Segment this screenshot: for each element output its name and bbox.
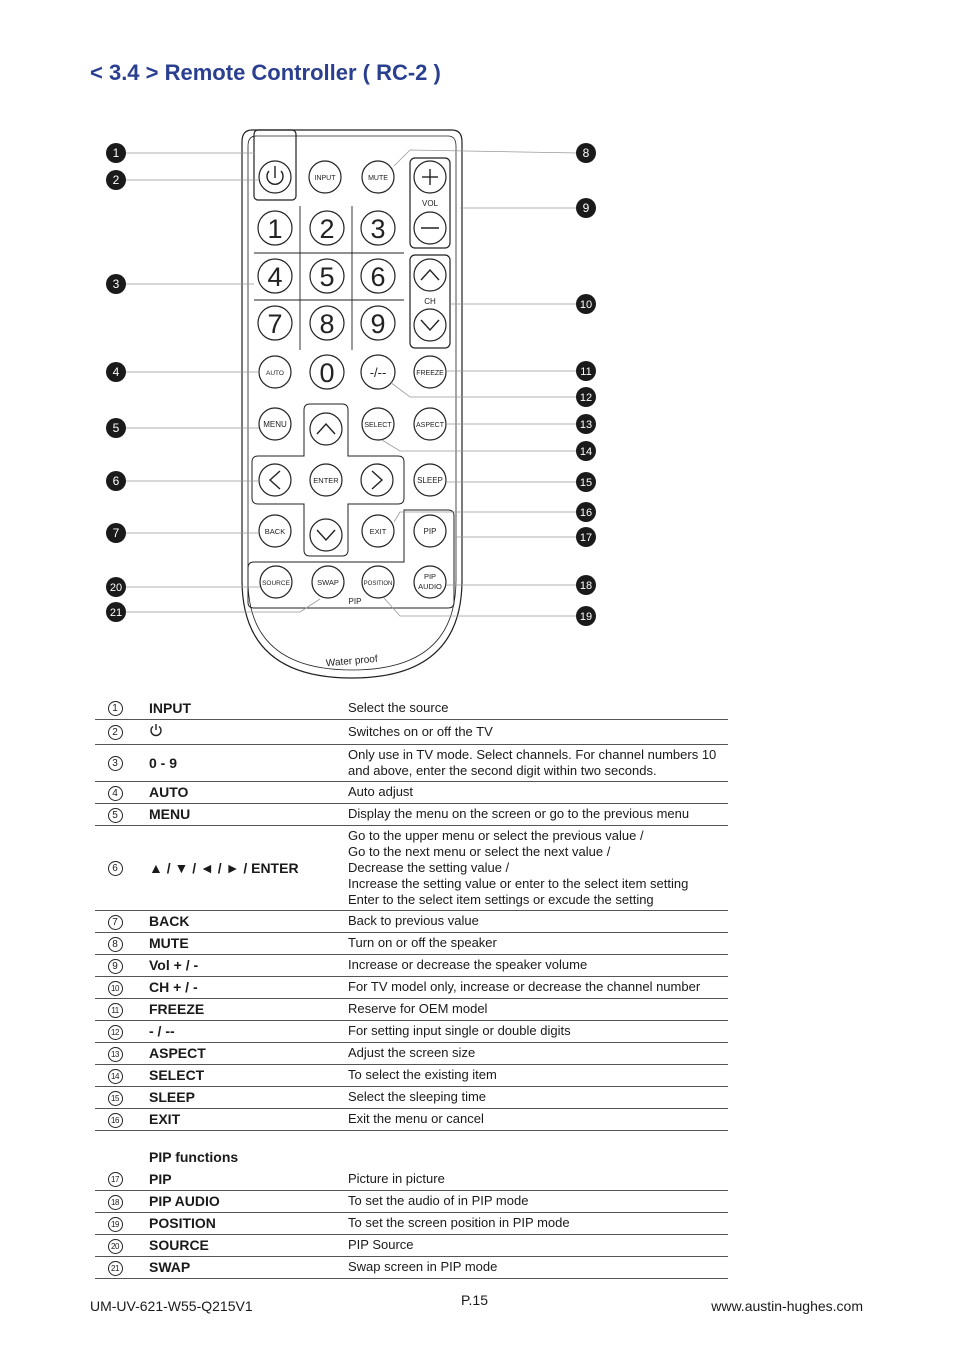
row-key: POSITION [149, 1215, 216, 1231]
up-button [310, 413, 342, 445]
row-description: Select the sleeping time [348, 1089, 487, 1104]
row-key: SOURCE [149, 1237, 209, 1253]
pip-functions-table [95, 1168, 728, 1279]
water-proof-label: Water proof [325, 653, 379, 670]
table-row [95, 1168, 728, 1190]
row-number: 5 [108, 808, 123, 823]
row-description: For TV model only, increase or decrease the channel number [348, 979, 701, 994]
row-description: To set the screen position in PIP mode [348, 1215, 570, 1230]
select-label: SELECT [364, 422, 392, 429]
row-description: Go to the next menu or select the next value / [348, 843, 611, 859]
callout-2: 2 [112, 173, 120, 187]
callout-12: 12 [579, 392, 593, 404]
table-row [95, 744, 728, 781]
row-description: For setting input single or double digits [348, 1023, 571, 1038]
row-key: AUTO [149, 784, 189, 800]
vol-label: VOL [421, 199, 439, 208]
footer-page-number: P.15 [461, 1292, 488, 1308]
row-description: Reserve for OEM model [348, 1001, 488, 1016]
row-number: 12 [108, 1025, 123, 1040]
row-key: Vol + / - [149, 957, 199, 973]
row-description: Select the source [348, 699, 449, 715]
row-key: CH + / - [149, 979, 198, 995]
digit-2-label: 2 [319, 214, 335, 244]
row-key: EXIT [149, 1111, 181, 1127]
digit-0-label: 0 [319, 358, 335, 388]
row-number: 13 [108, 1047, 123, 1062]
callout-1: 1 [112, 146, 120, 160]
ch-down-button [414, 309, 446, 341]
callout-10: 10 [579, 299, 593, 311]
row-number: 10 [108, 981, 123, 996]
digit-7-label: 7 [267, 309, 283, 339]
footer-document-code: UM-UV-621-W55-Q215V1 [90, 1298, 253, 1314]
digit-9-label: 9 [370, 309, 386, 339]
callout-6: 6 [112, 474, 120, 488]
callout-20: 20 [109, 582, 123, 594]
table-row [95, 1256, 728, 1278]
table-row [95, 1108, 728, 1130]
digit-1-label: 1 [267, 214, 283, 244]
table-row [95, 1190, 728, 1212]
callout-15: 15 [579, 477, 593, 489]
callout-11: 11 [580, 366, 592, 378]
row-number: 6 [108, 861, 123, 876]
row-description: PIP Source [348, 1237, 414, 1252]
callout-5: 5 [112, 421, 120, 435]
callout-14: 14 [579, 446, 593, 458]
row-description: Adjust the screen size [348, 1045, 476, 1060]
position-label: POSITION [363, 581, 393, 587]
row-description: Swap screen in PIP mode [348, 1259, 498, 1274]
row-description: Turn on or off the speaker [348, 935, 497, 950]
row-number: 21 [108, 1261, 123, 1276]
row-key: INPUT [149, 699, 191, 716]
mute-label: MUTE [368, 175, 388, 182]
left-button [259, 464, 291, 496]
callout-19: 19 [579, 611, 593, 623]
table-row [95, 998, 728, 1020]
pip-label: PIP [423, 527, 437, 536]
table-row [95, 1086, 728, 1108]
freeze-label: FREEZE [416, 370, 444, 377]
row-number: 18 [108, 1195, 123, 1210]
row-number: 16 [108, 1113, 123, 1128]
exit-label: EXIT [369, 527, 387, 536]
callout-17: 17 [579, 532, 593, 544]
row-description: Auto adjust [348, 784, 414, 799]
row-description: Enter to the select item settings or excude the setting [348, 891, 654, 907]
aspect-label: ASPECT [415, 422, 445, 429]
row-key: ▲ / ▼ / ◄ / ► / ENTER [149, 859, 299, 876]
row-description: Exit the menu or cancel [348, 1111, 484, 1126]
ch-up-button [414, 259, 446, 291]
row-number: 2 [108, 725, 123, 740]
row-number: 19 [108, 1217, 123, 1232]
row-key: ASPECT [149, 1045, 206, 1061]
power-icon [149, 723, 163, 737]
row-number: 1 [108, 701, 123, 716]
row-description: Switches on or off the TV [348, 723, 493, 739]
dash-label: -/-- [369, 365, 387, 380]
row-key: PIP AUDIO [149, 1193, 220, 1209]
table-row [95, 697, 728, 719]
page-title: < 3.4 > Remote Controller ( RC-2 ) [90, 60, 441, 85]
callout-18: 18 [579, 580, 593, 592]
row-description: Back to previous value [348, 913, 479, 928]
right-button [361, 464, 393, 496]
row-number: 11 [108, 1003, 123, 1018]
table-row [95, 825, 728, 910]
pip-functions-heading: PIP functions [149, 1149, 239, 1165]
row-key: SWAP [149, 1259, 191, 1275]
footer-website: www.austin-hughes.com [711, 1298, 863, 1314]
row-key: - / -- [149, 1023, 175, 1039]
pip-group-label: PIP [348, 597, 362, 606]
source-label: SOURCE [262, 580, 290, 587]
callout-8: 8 [582, 146, 590, 160]
row-description: Decrease the setting value / [348, 859, 510, 875]
row-key: SELECT [149, 1067, 205, 1083]
enter-label: ENTER [313, 476, 339, 485]
row-number: 17 [108, 1172, 123, 1187]
table-row [95, 1042, 728, 1064]
callout-4: 4 [112, 365, 120, 379]
row-description: To set the audio of in PIP mode [348, 1193, 529, 1208]
table-row [95, 1212, 728, 1234]
menu-label: MENU [263, 420, 287, 429]
digit-5-label: 5 [319, 262, 335, 292]
row-key: MUTE [149, 935, 189, 951]
row-number: 7 [108, 915, 123, 930]
row-number: 4 [108, 786, 123, 801]
row-description: Picture in picture [348, 1170, 445, 1186]
row-key [135, 719, 348, 744]
table-row [95, 910, 728, 932]
row-description: and above, enter the second digit within two seconds. [348, 762, 657, 778]
sleep-label: SLEEP [417, 476, 443, 485]
digit-8-label: 8 [319, 309, 335, 339]
row-number: 9 [108, 959, 123, 974]
digit-4-label: 4 [267, 262, 283, 292]
callout-3: 3 [112, 277, 120, 291]
row-number: 8 [108, 937, 123, 952]
row-key: 0 - 9 [149, 754, 178, 771]
input-label: INPUT [314, 175, 336, 182]
row-key: MENU [149, 806, 191, 822]
row-description: Display the menu on the screen or go to the previous menu [348, 806, 690, 821]
pip-audio-label-1: PIP [423, 572, 437, 581]
row-key: FREEZE [149, 1001, 205, 1017]
row-description: Increase or decrease the speaker volume [348, 957, 588, 972]
callout-13: 13 [579, 419, 593, 431]
table-row [95, 1234, 728, 1256]
callout-9: 9 [582, 201, 590, 215]
table-row [95, 803, 728, 825]
callouts [106, 143, 596, 626]
row-number: 3 [108, 756, 123, 771]
callout-16: 16 [579, 507, 593, 519]
digit-3-label: 3 [370, 214, 386, 244]
row-number: 20 [108, 1239, 123, 1254]
remote-controller-diagram [0, 110, 954, 685]
table-row [95, 1020, 728, 1042]
ch-label: CH [424, 297, 436, 306]
row-description: Only use in TV mode. Select channels. For channel numbers 10 [348, 746, 717, 762]
row-description: To select the existing item [348, 1067, 497, 1082]
auto-label: AUTO [266, 370, 284, 377]
table-row [95, 932, 728, 954]
row-key: BACK [149, 913, 190, 929]
callout-7: 7 [112, 526, 120, 540]
table-row [95, 976, 728, 998]
table-row [95, 719, 728, 744]
row-description: Increase the setting value or enter to the select item setting [348, 875, 689, 891]
down-button [310, 519, 342, 551]
row-key: SLEEP [149, 1089, 195, 1105]
row-number: 14 [108, 1069, 123, 1084]
row-key: PIP [149, 1170, 172, 1187]
callout-21: 21 [109, 607, 123, 619]
digit-6-label: 6 [370, 262, 386, 292]
pip-audio-label-2: AUDIO [418, 582, 442, 591]
back-label: BACK [264, 527, 286, 536]
table-row [95, 1064, 728, 1086]
table-row [95, 781, 728, 803]
table-row [95, 954, 728, 976]
functions-table [95, 697, 728, 1131]
row-number: 15 [108, 1091, 123, 1106]
row-description: Go to the upper menu or select the previous value / [348, 827, 644, 843]
swap-label: SWAP [317, 578, 339, 587]
